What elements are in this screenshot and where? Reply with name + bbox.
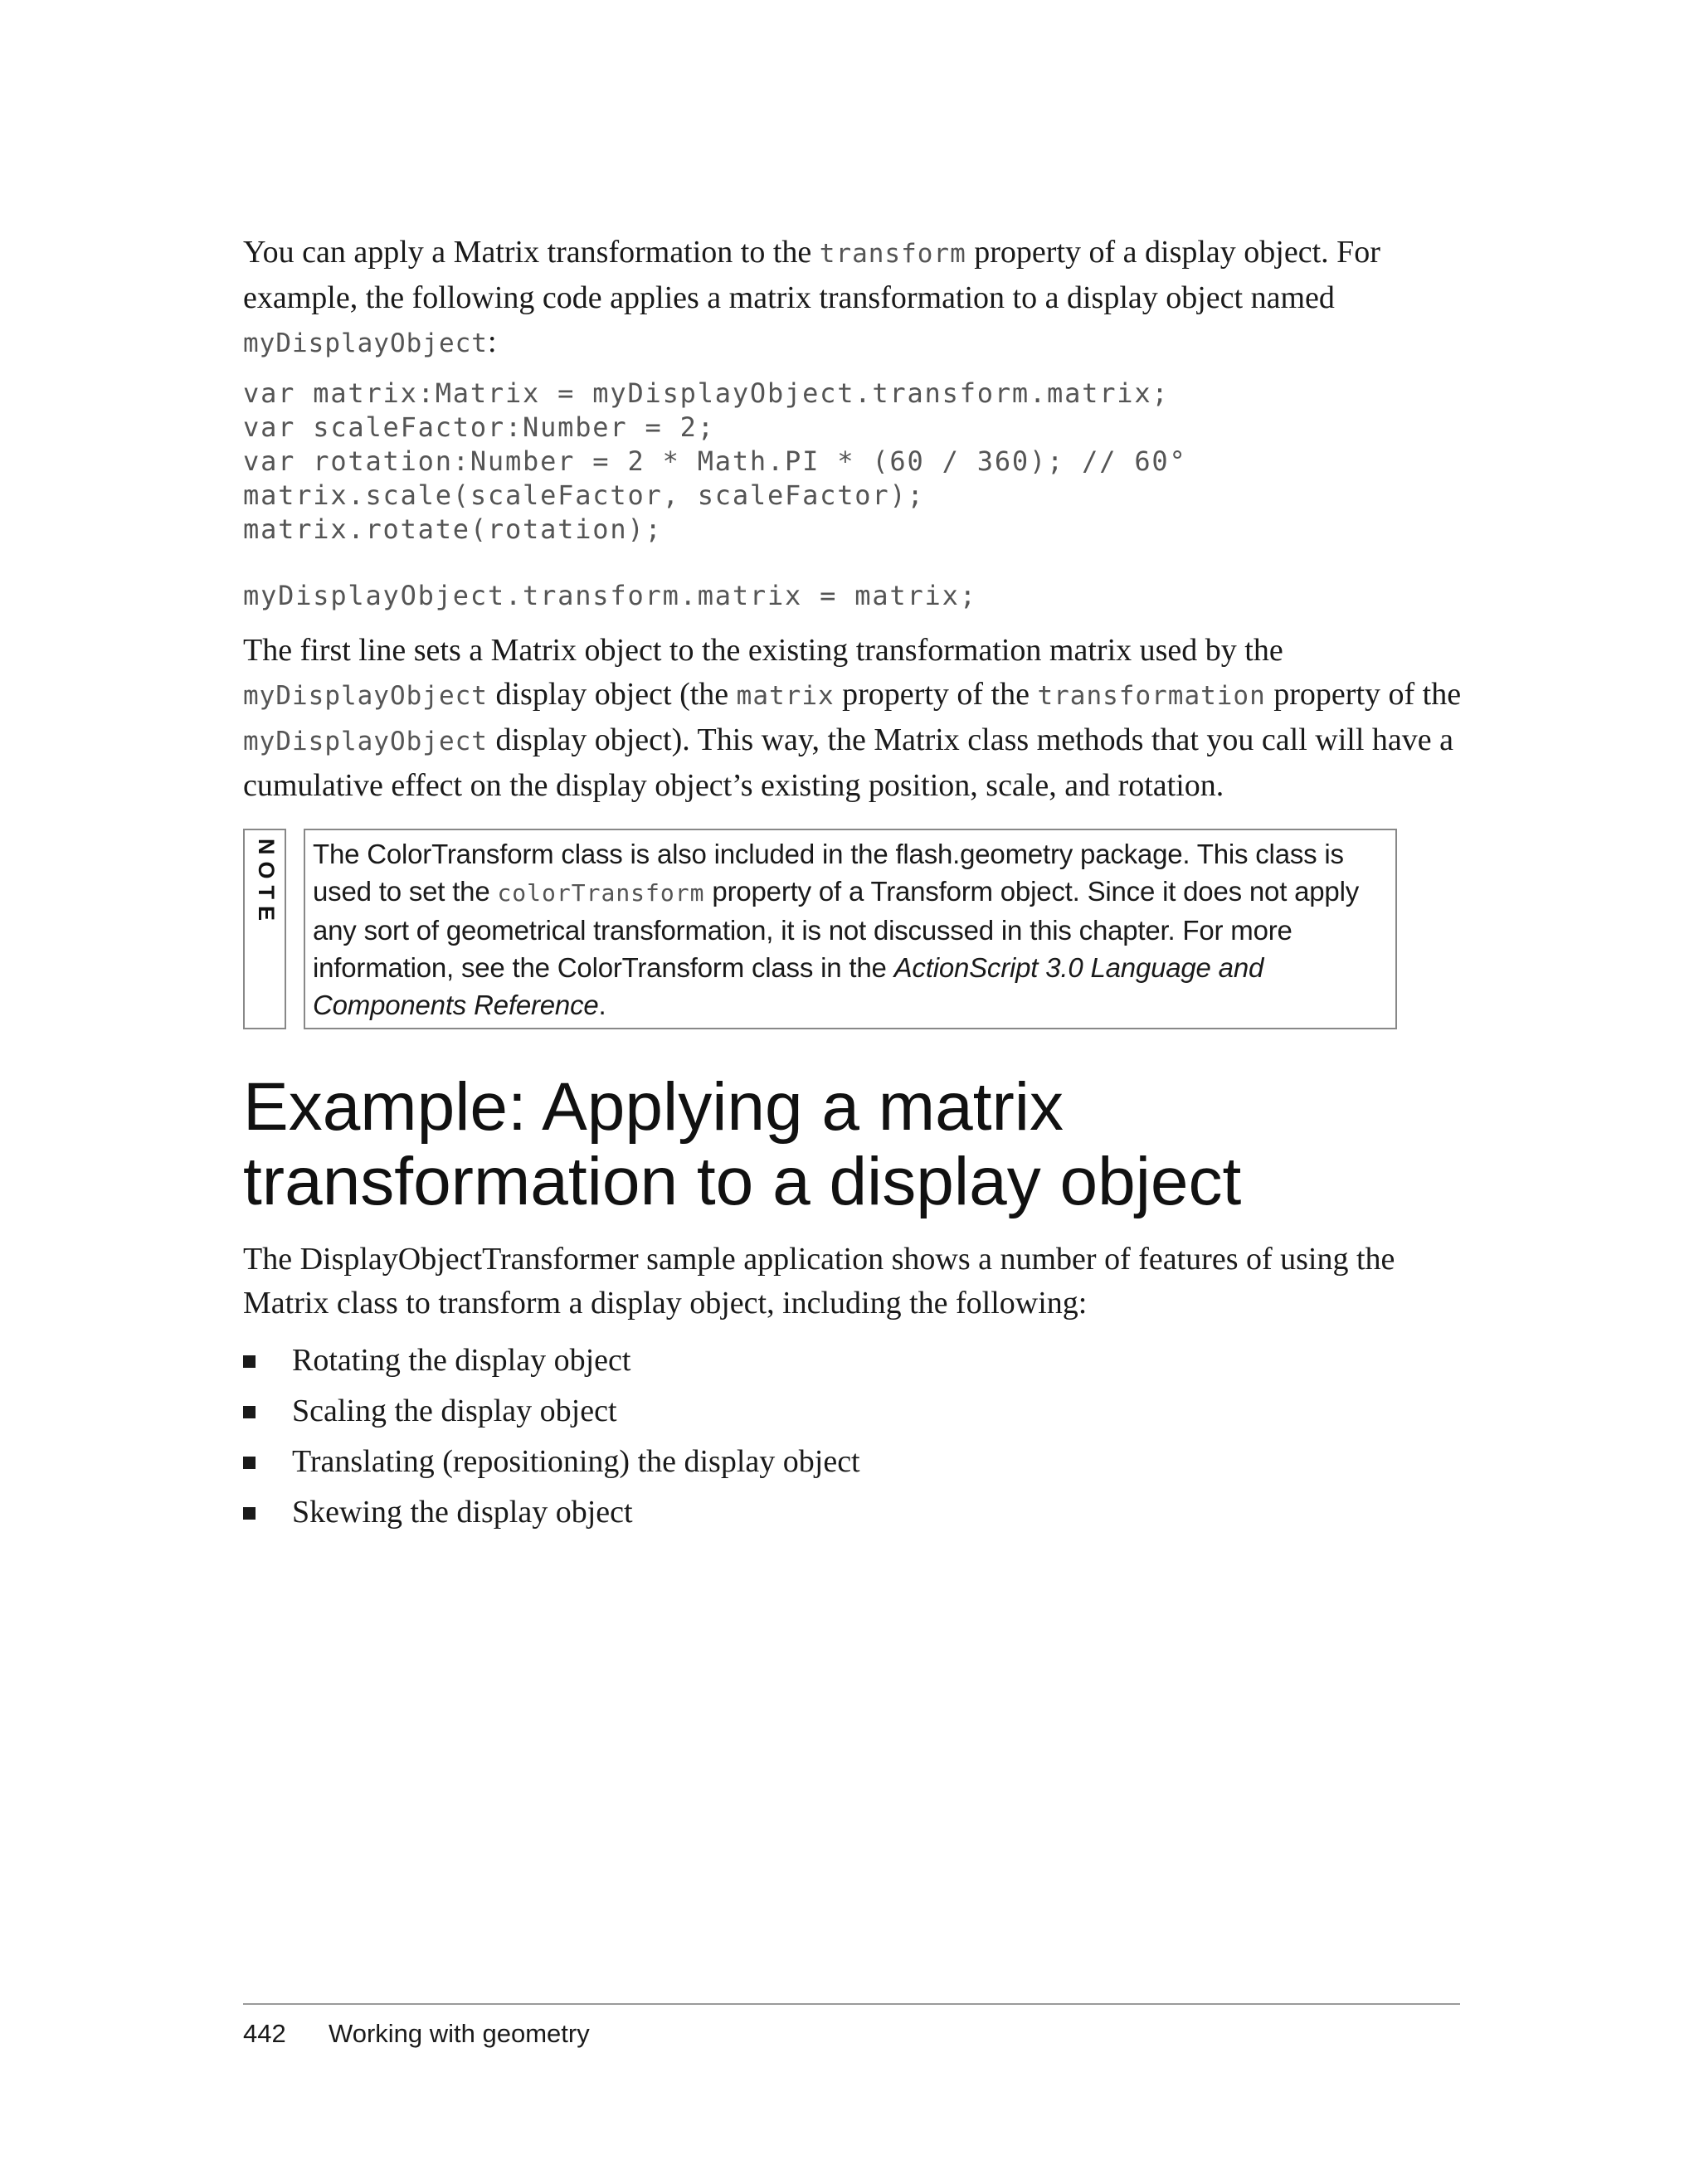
inline-code-mydisplayobject: myDisplayObject [243, 681, 488, 711]
code-line: matrix.rotate(rotation); [243, 513, 663, 545]
note-label: NOTE [254, 839, 279, 928]
feature-list [243, 1335, 1404, 1538]
code-block-last-line [243, 579, 1463, 613]
section-heading [243, 1070, 1463, 1219]
intro-paragraph [243, 231, 1463, 366]
inline-code-transform: transform [819, 239, 966, 269]
list-item [243, 1437, 1404, 1487]
note-tab [243, 829, 286, 1029]
explanation-text-5: display object). This way, the Matrix class methods that you call will have a cumulative effect on the display object’s existing position, scale, and rotation. [243, 722, 1453, 803]
note-text-1: The ColorTransform class is also included in the flash.geometry package. This class is used to set the [313, 839, 1344, 907]
code-line: var scaleFactor:Number = 2; [243, 411, 715, 443]
intro-text-3: : [487, 324, 497, 359]
explanation-paragraph [243, 629, 1463, 808]
code-line: var rotation:Number = 2 * Math.PI * (60 / 360); // 60° [243, 445, 1187, 477]
note-text [313, 835, 1387, 1024]
footer-divider [243, 2003, 1460, 2005]
bullet-icon [243, 1406, 256, 1418]
list-item-label: Translating (repositioning) the display object [292, 1444, 860, 1479]
explanation-text-1: The first line sets a Matrix object to the existing transformation matrix used by the [243, 633, 1283, 668]
list-item-label: Skewing the display object [292, 1495, 633, 1530]
page-number: 442 [243, 2019, 286, 2048]
list-item [243, 1335, 1404, 1386]
code-line: myDisplayObject.transform.matrix = matrix; [243, 580, 977, 611]
inline-code-matrix: matrix [736, 681, 835, 711]
list-item-label: Scaling the display object [292, 1394, 617, 1428]
inline-code-mydisplayobject: myDisplayObject [243, 727, 488, 756]
section-intro: The DisplayObjectTransformer sample application shows a number of features of using the Matrix class to transform a display object, including the following: [243, 1242, 1395, 1321]
section-heading-line-1: Example: Applying a matrix [243, 1069, 1064, 1145]
intro-text-1: You can apply a Matrix transformation to the [243, 235, 820, 270]
list-item-label: Rotating the display object [292, 1343, 631, 1378]
inline-code-mydisplayobject: myDisplayObject [243, 328, 488, 358]
bullet-icon [243, 1507, 256, 1520]
inline-code-transformation: transformation [1037, 681, 1266, 711]
explanation-text-3: property of the [834, 677, 1038, 712]
note-text-3: . [598, 990, 606, 1020]
bullet-icon [243, 1457, 256, 1469]
bullet-icon [243, 1355, 256, 1368]
code-line: var matrix:Matrix = myDisplayObject.transform.matrix; [243, 377, 1170, 409]
footer-chapter-title: Working with geometry [329, 2019, 590, 2048]
section-heading-line-2: transformation to a display object [243, 1144, 1242, 1219]
list-item [243, 1386, 1404, 1437]
code-line: matrix.scale(scaleFactor, scaleFactor); [243, 479, 925, 511]
note-reference-title: ActionScript 3.0 Language and Components Reference [313, 952, 1264, 1020]
note-text-2: property of a Transform object. Since it does not apply any sort of geometrical transformation, it is not discussed in this chapter. For more information, see the ColorTransform class in the [313, 876, 1360, 983]
note-box [304, 829, 1397, 1029]
explanation-text-2: display object (the [487, 677, 737, 712]
intro-text-2: property of a display object. For example, the following code applies a matrix transformation to a display object named [243, 235, 1380, 315]
inline-code-colortransform: colorTransform [497, 879, 705, 907]
code-block [243, 377, 1463, 547]
list-item [243, 1487, 1404, 1538]
explanation-text-4: property of the [1265, 677, 1462, 712]
